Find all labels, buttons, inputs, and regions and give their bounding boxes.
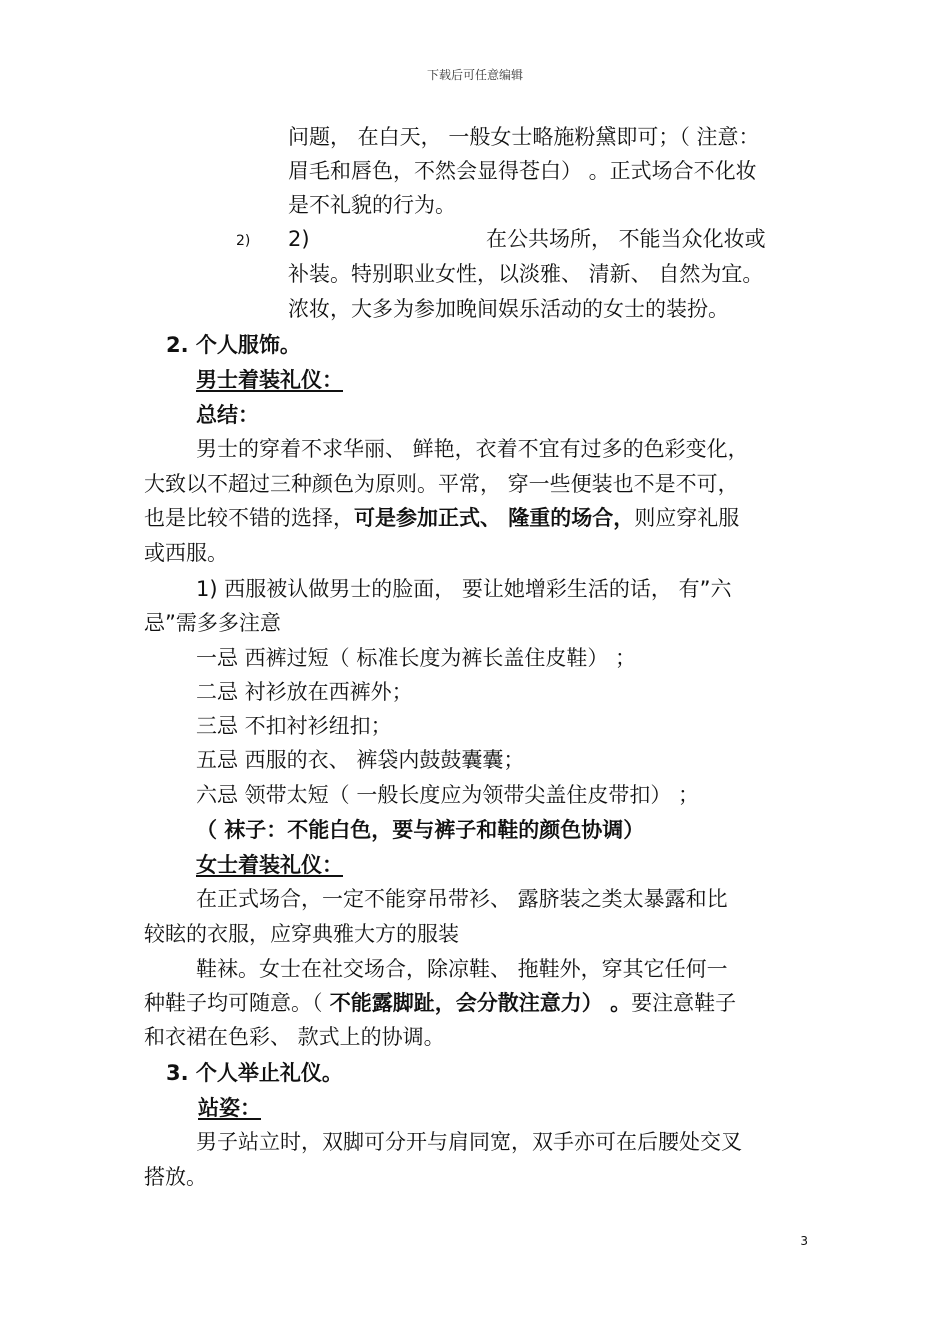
subsection-title: 站姿： (198, 1096, 261, 1120)
list-marker: 2) (236, 233, 251, 249)
text-line: 较眩的衣服，应穿典雅大方的服装 (144, 922, 459, 946)
text-segment: 则应穿礼服 (634, 506, 740, 530)
page-header: 下载后可任意编辑 (426, 68, 523, 82)
section-heading: 3. 个人举止礼仪。 (166, 1061, 343, 1085)
text-line: 是不礼貌的行为。 (288, 193, 456, 217)
section-heading: 2. 个人服饰。 (166, 333, 301, 357)
text-segment: 要注意鞋子 (631, 991, 737, 1015)
text-line: 在正式场合，一定不能穿吊带衫、 露脐装之类太暴露和比 (196, 887, 728, 911)
page-number: 3 (800, 1234, 808, 1248)
text-line: 眉毛和唇色，不然会显得苍白） 。正式场合不化妆 (288, 159, 757, 183)
list-number: 2) (288, 227, 310, 251)
text-line: 搭放。 (144, 1165, 207, 1189)
text-segment: 种鞋子均可随意。（ (144, 991, 323, 1015)
text-line: 男士的穿着不求华丽、 鲜艳，衣着不宜有过多的色彩变化， (196, 437, 749, 461)
text-line: 问题， 在白天， 一般女士略施粉黛即可；（ 注意： (288, 125, 760, 149)
text-line: 大致以不超过三种颜色为原则。平常， 穿一些便装也不是不可， (144, 472, 739, 496)
text-line: 1) 西服被认做男士的脸面， 要让她增彩生活的话， 有”六 (196, 577, 732, 601)
text-segment: 也是比较不错的选择， (144, 506, 354, 530)
text-line: 在公共场所， 不能当众化妆或 (486, 227, 766, 251)
text-line (144, 988, 736, 1018)
list-item: 六忌 领带太短（ 一般长度应为领带尖盖住皮带扣） ； (196, 783, 700, 807)
text-line: 或西服。 (144, 541, 228, 565)
emphasis-text: 不能露脚趾，会分散注意力） 。 (322, 991, 632, 1015)
subsection-title: 男士着装礼仪： (196, 368, 343, 392)
text-line: 补装。特别职业女性，以淡雅、 清新、 自然为宜。 (288, 262, 764, 286)
text-line: 忌”需多多注意 (144, 611, 281, 635)
list-item: 三忌 不扣衬衫纽扣； (196, 714, 392, 738)
emphasis-note: （ 袜子：不能白色，要与裤子和鞋的颜色协调） (196, 818, 645, 842)
summary-label: 总结： (196, 403, 259, 427)
emphasis-text: 可是参加正式、 隆重的场合， (354, 506, 635, 530)
list-item: 五忌 西服的衣、 裤袋内鼓鼓囊囊； (196, 748, 525, 772)
list-item: 一忌 西裤过短（ 标准长度为裤长盖住皮鞋） ； (196, 646, 637, 670)
subsection-title: 女士着装礼仪： (196, 853, 343, 877)
text-line: 和衣裙在色彩、 款式上的协调。 (144, 1025, 445, 1049)
text-line: 鞋袜。女士在社交场合，除凉鞋、 拖鞋外，穿其它任何一 (196, 957, 728, 981)
text-line: 男子站立时，双脚可分开与肩同宽，双手亦可在后腰处交叉 (196, 1130, 742, 1154)
text-line (144, 503, 739, 533)
text-line: 浓妆，大多为参加晚间娱乐活动的女士的装扮。 (288, 297, 729, 321)
list-item: 二忌 衬衫放在西裤外； (196, 680, 413, 704)
